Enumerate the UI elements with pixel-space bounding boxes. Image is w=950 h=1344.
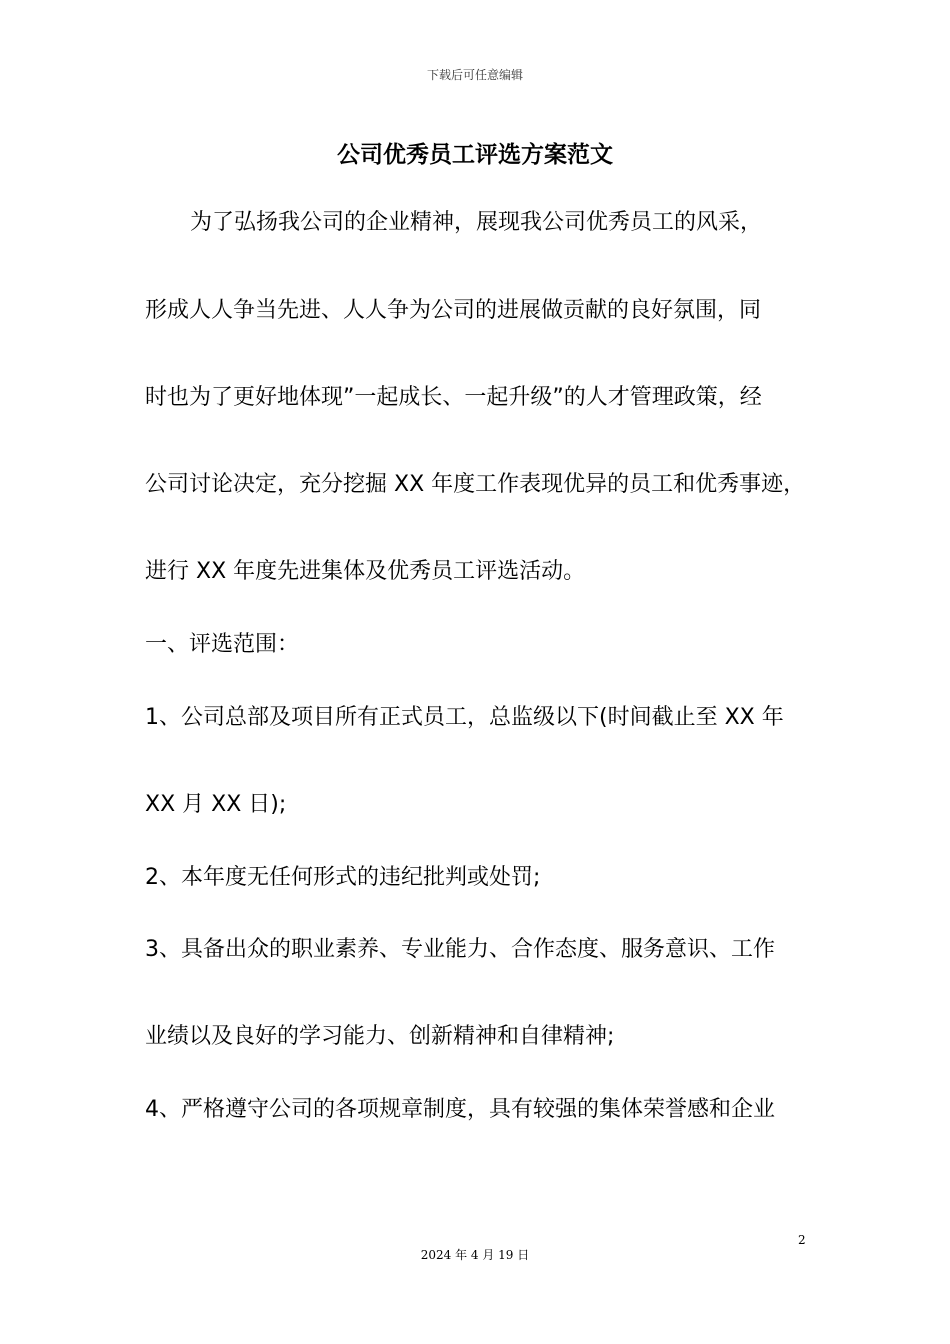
list-item: 4、严格遵守公司的各项规章制度，具有较强的集体荣誉感和企业 (145, 1097, 775, 1122)
list-item: 2、本年度无任何形式的违纪批判或处罚; (145, 865, 541, 890)
section-heading: 一、评选范围： (145, 632, 300, 657)
list-item: 3、具备出众的职业素养、专业能力、合作态度、服务意识、工作 (145, 937, 775, 962)
list-item-continuation: XX 月 XX 日); (145, 792, 287, 817)
list-item-continuation: 业绩以及良好的学习能力、创新精神和自律精神; (145, 1024, 615, 1049)
header-note: 下载后可任意编辑 (426, 68, 523, 82)
list-item: 1、公司总部及项目所有正式员工，总监级以下(时间截止至 XX 年 (145, 705, 784, 730)
paragraph-line: 进行 XX 年度先进集体及优秀员工评选活动。 (145, 559, 586, 584)
paragraph-line: 形成人人争当先进、人人争为公司的进展做贡献的良好氛围，同 (145, 298, 762, 323)
page-number: 2 (798, 1233, 806, 1247)
footer-date: 2024 年 4 月 19 日 (420, 1248, 530, 1262)
paragraph-line: 公司讨论决定，充分挖掘 XX 年度工作表现优异的员工和优秀事迹， (145, 472, 806, 497)
paragraph-line: 时也为了更好地体现”一起成长、一起升级”的人才管理政策，经 (145, 385, 762, 410)
document-title: 公司优秀员工评选方案范文 (337, 142, 613, 168)
paragraph-line: 为了弘扬我公司的企业精神，展现我公司优秀员工的风采， (190, 210, 763, 235)
